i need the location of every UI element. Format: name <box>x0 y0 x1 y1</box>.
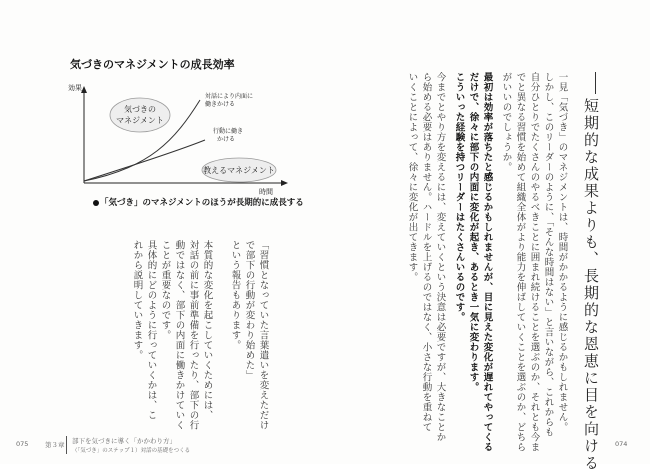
left-page <box>0 0 326 464</box>
page-number-left: 075 <box>16 440 29 448</box>
y-axis-label: 効果 <box>68 84 82 92</box>
label-top-line2: 働きかける <box>205 101 236 108</box>
bubble-kizuki-line1: 気づきの <box>124 105 156 114</box>
right-body-col: しかし、このリーダーのように、「そんな時間はない」と言いながら、これからも <box>542 72 554 438</box>
right-tail-col: 今までとやり方を変えるには、変えていくという決意は必要ですが、大きなことか <box>434 72 446 442</box>
bubble-kizuki-line2: マネジメント <box>116 116 164 125</box>
bubble-oshieru-text: 教えるマネジメント <box>203 166 275 175</box>
chart-title: 気づきのマネジメントの成長効率 <box>70 58 235 71</box>
footer-subtitle: （「気づき」のステップ１）対話の基礎をつくる <box>72 448 191 454</box>
left-body-col: 「習慣となっていた言葉遣いを変えただけ <box>257 240 269 430</box>
left-body-col: 動ではなく、部下の内面に働きかけていく <box>173 240 185 430</box>
page-number-right: 074 <box>615 440 628 448</box>
right-body-col: 一見「気づき」のマネジメントは、時間がかかるように感じるかもしれません。 <box>556 72 568 432</box>
chapter-label: 第３章 <box>45 441 65 449</box>
label-mid-line2: かける <box>217 136 236 143</box>
bubble-kizuki <box>110 98 170 132</box>
right-bold-col: だけで、徐々に部下の内面に変化が起き、あるとき一気に変わります。 <box>467 72 479 392</box>
left-body-col: 具体的にどのように行っていくかは、こ <box>145 240 157 420</box>
right-body-col: 自分ひとりでたくさんのやるべきことに囲まれ続けることを選ぶのか、それとも今ま <box>528 72 540 452</box>
footer-divider <box>66 436 67 454</box>
chart-caption: 「気づき」のマネジメントのほうが長期的に成長する <box>93 196 304 208</box>
left-body-col: れから説明していきます。 <box>131 240 143 360</box>
oshieru-curve <box>84 140 205 181</box>
label-top-line1: 対話により内面に <box>205 93 254 100</box>
right-bold-col: 最初は効率が落ちたと感じるかもしれませんが、目に見えた変化が遅れてやってくる <box>481 72 493 452</box>
footer-title: 部下を気づきに導く「かかわり方」 <box>72 437 176 445</box>
right-tail-col: いくことによって、徐々に変化が出てきます。 <box>406 72 418 282</box>
right-body-col: がいいのでしょうか。 <box>500 72 512 172</box>
right-tail-col: ら始める必要はありません。ハードルを上げるのではなく、小さな行動を重ねて <box>420 72 432 432</box>
label-mid-line1: 行動に働き <box>213 128 244 135</box>
heading-rule <box>595 72 596 94</box>
x-axis-label: 時間 <box>259 188 273 196</box>
right-bold-col: こういった経験を持つリーダーはたくさんいるのです。 <box>453 72 465 322</box>
left-body-col: という報告もあります。 <box>229 240 241 350</box>
caption-bullet-icon <box>93 200 99 206</box>
right-page <box>325 0 650 472</box>
left-body-col: 対話の前に事前準備を行ったり、部下の行 <box>187 240 199 430</box>
left-body-col: ことが重要なのです。 <box>159 240 171 340</box>
section-heading: 短期的な成果よりも、長期的な恩恵に目を向ける <box>582 98 600 472</box>
left-body-col: で部下の行動が変わり始めた」 <box>243 240 255 380</box>
x-axis-arrow <box>281 180 288 186</box>
right-body-col: でと異なる習慣を始めて組織全体がより能力を伸ばしていくことを選ぶのか、どちら <box>514 72 526 452</box>
left-body-col: 本質的な変化を起こしていくためには、 <box>201 240 213 420</box>
